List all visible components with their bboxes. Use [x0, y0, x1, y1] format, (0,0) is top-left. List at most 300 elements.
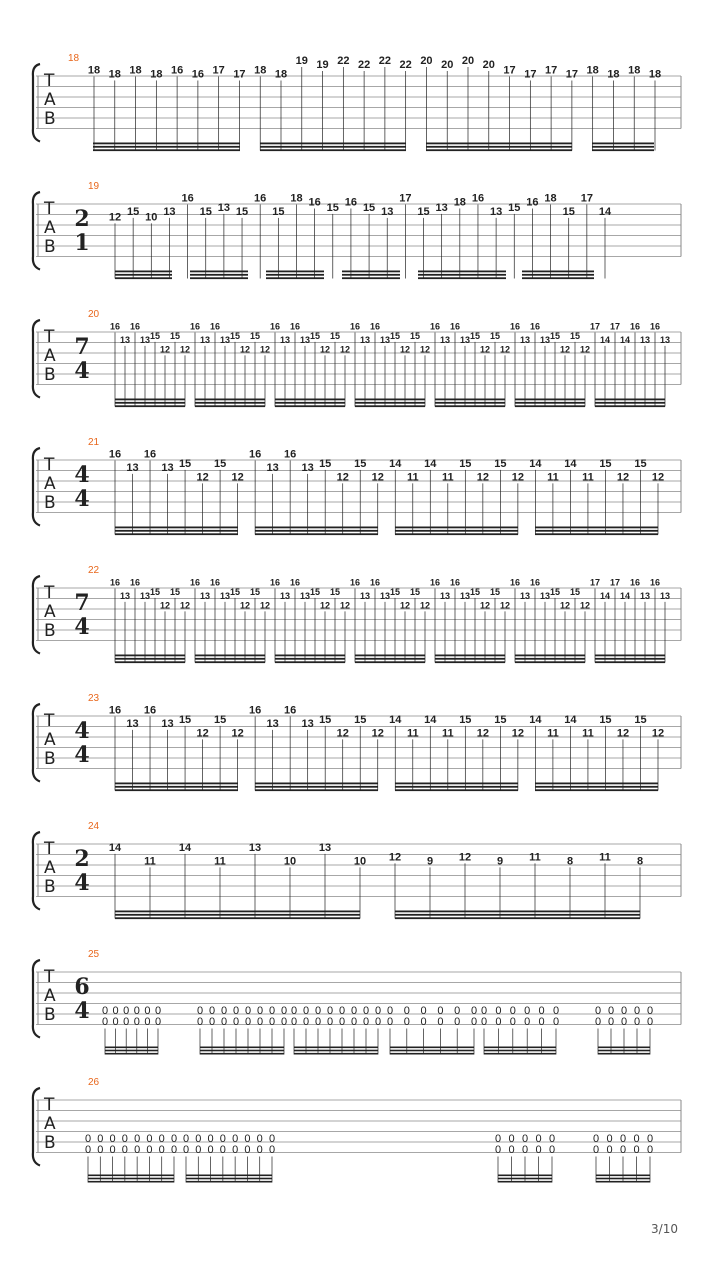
fret-number: 13	[659, 334, 671, 345]
fret-number: 0	[437, 1016, 444, 1028]
fret-number: 0	[508, 1144, 515, 1156]
fret-number: 0	[524, 1016, 531, 1028]
fret-number: 0	[133, 1016, 140, 1028]
fret-number: 11	[441, 727, 454, 740]
fret-number: 15	[235, 205, 249, 218]
tab-label: A	[44, 90, 56, 110]
beam	[88, 1178, 174, 1180]
fret-number: 13	[279, 334, 291, 345]
fret-number: 15	[319, 713, 332, 726]
fret-number: 0	[521, 1144, 529, 1156]
fret-number: 13	[266, 461, 279, 474]
fret-number: 15	[309, 586, 321, 597]
fret-number: 15	[569, 586, 581, 597]
fret-number: 17	[524, 68, 537, 81]
fret-number: 18	[586, 64, 599, 77]
fret-number: 17	[544, 64, 558, 77]
fret-number: 16	[529, 577, 541, 588]
fret-number: 13	[439, 334, 451, 345]
beam	[195, 661, 265, 663]
time-signature-top: 2	[74, 206, 90, 232]
fret-number: 18	[628, 64, 641, 77]
fret-number: 16	[308, 196, 321, 209]
fret-number: 11	[406, 727, 419, 740]
fret-number: 15	[549, 330, 561, 341]
fret-number: 15	[169, 586, 181, 597]
fret-number: 20	[461, 55, 475, 67]
tab-system-19	[33, 181, 681, 279]
fret-number: 11	[582, 727, 594, 740]
beam	[186, 1181, 272, 1183]
fret-number: 15	[489, 330, 501, 341]
beam	[200, 1050, 284, 1052]
measure-number: 26	[88, 1077, 100, 1088]
beam	[190, 271, 248, 273]
beam	[275, 399, 345, 401]
fret-number: 15	[149, 586, 161, 597]
fret-number: 13	[639, 334, 651, 345]
beam	[522, 271, 594, 273]
fret-number: 8	[566, 855, 574, 868]
fret-number: 13	[459, 334, 471, 345]
fret-number: 13	[301, 461, 314, 474]
fret-number: 16	[269, 577, 281, 588]
tab-label: A	[44, 218, 56, 238]
fret-number: 12	[579, 600, 591, 611]
beam	[115, 533, 238, 535]
fret-number: 16	[209, 321, 221, 332]
beam	[435, 661, 505, 663]
time-signature-top: 7	[74, 334, 90, 360]
fret-number: 19	[316, 59, 329, 71]
fret-number: 12	[616, 727, 630, 740]
fret-number: 13	[301, 717, 314, 730]
fret-number: 11	[547, 727, 559, 740]
fret-number: 16	[109, 321, 121, 332]
fret-number: 14	[598, 205, 612, 218]
tab-label: A	[44, 730, 56, 750]
time-signature-bottom: 4	[74, 998, 90, 1024]
beam	[190, 274, 248, 276]
fret-number: 16	[429, 577, 441, 588]
beam	[190, 277, 248, 279]
page-number: 3/10	[651, 1222, 678, 1236]
beam	[395, 911, 640, 913]
fret-number: 0	[302, 1005, 310, 1017]
fret-number: 18	[108, 68, 121, 81]
beam	[595, 661, 665, 663]
beam	[390, 1050, 474, 1052]
beam	[418, 277, 506, 279]
beam	[115, 789, 238, 791]
tab-label: B	[44, 365, 56, 385]
beam	[294, 1050, 378, 1052]
fret-number: 0	[592, 1144, 600, 1156]
fret-number: 14	[599, 334, 611, 345]
fret-number: 16	[529, 321, 541, 332]
fret-number: 0	[170, 1133, 178, 1145]
fret-number: 17	[503, 64, 516, 77]
fret-number: 16	[629, 321, 641, 332]
fret-number: 13	[161, 461, 174, 474]
tab-label: T	[44, 455, 55, 475]
fret-number: 0	[524, 1005, 531, 1017]
fret-number: 12	[231, 471, 244, 484]
fret-number: 17	[589, 577, 601, 588]
beam	[355, 655, 425, 657]
fret-number: 0	[84, 1144, 92, 1156]
beam	[395, 789, 518, 791]
beam	[266, 271, 324, 273]
beam	[535, 789, 658, 791]
fret-number: 13	[199, 334, 211, 345]
fret-number: 0	[350, 1016, 358, 1028]
fret-number: 13	[217, 201, 231, 214]
beam	[426, 146, 572, 148]
fret-number: 0	[386, 1016, 394, 1028]
fret-number: 12	[319, 600, 331, 611]
fret-number: 15	[178, 457, 192, 470]
beam	[395, 530, 518, 532]
fret-number: 12	[231, 727, 244, 740]
fret-number: 15	[549, 586, 561, 597]
fret-number: 0	[97, 1133, 104, 1145]
beam	[294, 1047, 378, 1049]
fret-number: 0	[508, 1133, 515, 1145]
fret-number: 9	[496, 855, 504, 868]
fret-number: 0	[403, 1016, 410, 1028]
fret-number: 0	[220, 1005, 228, 1017]
fret-number: 13	[299, 590, 311, 601]
time-signature-bottom: 4	[74, 614, 90, 640]
beam	[418, 274, 506, 276]
fret-number: 16	[349, 321, 361, 332]
beam	[115, 783, 238, 785]
fret-number: 12	[399, 600, 411, 611]
fret-number: 0	[112, 1016, 119, 1028]
fret-number: 16	[449, 577, 461, 588]
beam	[115, 530, 238, 532]
fret-number: 12	[419, 344, 431, 355]
fret-number: 13	[539, 590, 551, 601]
fret-number: 12	[159, 344, 171, 355]
fret-number: 15	[309, 330, 321, 341]
beam	[515, 661, 585, 663]
fret-number: 15	[354, 713, 367, 726]
time-signature-bottom: 4	[74, 870, 90, 896]
beam	[186, 1175, 272, 1177]
beam	[195, 402, 265, 404]
fret-number: 0	[196, 1005, 204, 1017]
beam	[535, 786, 658, 788]
fret-number: 11	[441, 471, 454, 484]
fret-number: 0	[548, 1144, 556, 1156]
time-signature-top: 4	[74, 462, 90, 488]
fret-number: 15	[249, 586, 261, 597]
fret-number: 16	[143, 704, 157, 717]
fret-number: 13	[126, 717, 139, 730]
fret-number: 0	[633, 1016, 641, 1028]
tab-label: B	[44, 1005, 56, 1025]
beam	[484, 1053, 556, 1055]
fret-number: 0	[607, 1005, 615, 1017]
fret-number: 0	[362, 1016, 370, 1028]
fret-number: 16	[284, 448, 297, 461]
fret-number: 0	[256, 1133, 263, 1145]
fret-number: 0	[219, 1133, 226, 1145]
fret-number: 16	[509, 321, 521, 332]
beam	[115, 655, 185, 657]
fret-number: 0	[134, 1144, 141, 1156]
beam	[255, 527, 378, 529]
fret-number: 17	[589, 321, 601, 332]
fret-number: 0	[350, 1005, 358, 1017]
fret-number: 17	[212, 64, 225, 77]
fret-number: 12	[476, 727, 489, 740]
fret-number: 13	[519, 590, 531, 601]
fret-number: 18	[87, 64, 101, 77]
tab-label: B	[44, 877, 56, 897]
beam	[275, 661, 345, 663]
fret-number: 13	[318, 841, 332, 854]
fret-number: 12	[476, 471, 489, 484]
fret-number: 0	[208, 1005, 216, 1017]
fret-number: 12	[239, 600, 251, 611]
fret-number: 15	[329, 330, 341, 341]
fret-number: 14	[564, 457, 577, 470]
fret-number: 15	[409, 586, 421, 597]
fret-number: 15	[127, 205, 140, 218]
beam	[426, 143, 572, 145]
fret-number: 0	[646, 1133, 654, 1145]
beam	[522, 274, 594, 276]
fret-number: 16	[189, 321, 201, 332]
fret-number: 0	[144, 1005, 151, 1017]
fret-number: 18	[544, 192, 557, 205]
fret-number: 12	[559, 600, 571, 611]
beam	[93, 149, 240, 151]
beam	[255, 533, 378, 535]
fret-number: 0	[219, 1144, 226, 1156]
beam	[395, 533, 518, 535]
fret-number: 18	[129, 64, 142, 77]
fret-number: 12	[499, 600, 511, 611]
fret-number: 16	[526, 196, 539, 209]
fret-number: 0	[280, 1005, 288, 1017]
fret-number: 0	[256, 1144, 263, 1156]
fret-number: 16	[629, 577, 641, 588]
beam	[342, 271, 400, 273]
fret-number: 0	[620, 1005, 628, 1017]
beam	[435, 658, 505, 660]
tab-label: T	[44, 327, 55, 347]
fret-number: 13	[299, 334, 311, 345]
fret-number: 20	[441, 59, 454, 71]
fret-number: 12	[399, 344, 411, 355]
fret-number: 16	[209, 577, 221, 588]
beam	[115, 271, 172, 273]
fret-number: 0	[619, 1133, 627, 1145]
beam	[115, 658, 185, 660]
fret-number: 0	[454, 1016, 461, 1028]
beam	[195, 658, 265, 660]
fret-number: 0	[158, 1144, 165, 1156]
fret-number: 0	[232, 1144, 239, 1156]
fret-number: 13	[359, 590, 371, 601]
fret-number: 16	[181, 192, 194, 205]
fret-number: 0	[244, 1016, 252, 1028]
fret-number: 0	[84, 1133, 92, 1145]
beam	[535, 783, 658, 785]
tab-label: A	[44, 986, 56, 1006]
fret-number: 0	[121, 1133, 128, 1145]
beam	[275, 402, 345, 404]
beam	[195, 399, 265, 401]
beam	[88, 1175, 174, 1177]
fret-number: 15	[459, 713, 472, 726]
fret-number: 15	[149, 330, 161, 341]
fret-number: 0	[154, 1016, 162, 1028]
fret-number: 13	[359, 334, 371, 345]
fret-number: 12	[371, 727, 384, 740]
fret-number: 0	[244, 1133, 251, 1145]
beam	[592, 149, 654, 151]
fret-number: 16	[249, 704, 262, 717]
fret-number: 17	[609, 321, 621, 332]
beam	[418, 271, 506, 273]
fret-number: 12	[239, 344, 251, 355]
fret-number: 0	[646, 1016, 654, 1028]
beam	[535, 527, 658, 529]
fret-number: 12	[159, 600, 171, 611]
fret-number: 9	[426, 855, 434, 868]
fret-number: 12	[651, 727, 665, 740]
beam	[435, 405, 505, 407]
tab-label: T	[44, 839, 55, 859]
tab-label: A	[44, 474, 56, 494]
fret-number: 13	[279, 590, 291, 601]
fret-number: 0	[633, 1144, 640, 1156]
fret-number: 11	[599, 851, 611, 864]
fret-number: 0	[548, 1133, 556, 1145]
fret-number: 12	[511, 471, 524, 484]
time-signature-bottom: 4	[74, 358, 90, 384]
beam	[260, 149, 406, 151]
fret-number: 16	[129, 577, 141, 588]
fret-number: 13	[161, 717, 174, 730]
beam	[105, 1050, 158, 1052]
fret-number: 19	[295, 55, 308, 67]
beam	[275, 658, 345, 660]
fret-number: 0	[182, 1133, 190, 1145]
fret-number: 0	[495, 1016, 502, 1028]
fret-number: 0	[268, 1133, 276, 1145]
beam	[515, 405, 585, 407]
fret-number: 0	[158, 1133, 165, 1145]
beam	[535, 530, 658, 532]
fret-number: 16	[109, 577, 121, 588]
time-signature-top: 4	[74, 718, 90, 744]
fret-number: 0	[123, 1005, 130, 1017]
fret-number: 0	[480, 1005, 488, 1017]
fret-number: 17	[399, 192, 412, 205]
fret-number: 15	[469, 586, 481, 597]
fret-number: 16	[249, 448, 262, 461]
tab-label: B	[44, 109, 56, 129]
fret-number: 0	[594, 1016, 602, 1028]
beam	[255, 789, 378, 791]
beam	[498, 1178, 552, 1180]
tab-label: T	[44, 199, 55, 219]
fret-number: 15	[272, 205, 285, 218]
fret-number: 0	[420, 1005, 427, 1017]
fret-number: 0	[302, 1016, 310, 1028]
beam	[598, 1050, 650, 1052]
fret-number: 0	[268, 1005, 276, 1017]
beam	[355, 658, 425, 660]
fret-number: 0	[268, 1144, 276, 1156]
fret-number: 0	[290, 1016, 298, 1028]
fret-number: 16	[449, 321, 461, 332]
fret-number: 0	[338, 1016, 346, 1028]
tab-system-20	[33, 309, 681, 407]
fret-number: 12	[336, 727, 349, 740]
fret-number: 0	[509, 1016, 516, 1028]
fret-number: 0	[182, 1144, 190, 1156]
fret-number: 14	[564, 713, 577, 726]
fret-number: 0	[280, 1016, 288, 1028]
fret-number: 12	[371, 471, 384, 484]
fret-number: 15	[362, 201, 376, 214]
beam	[435, 402, 505, 404]
fret-number: 14	[529, 713, 542, 726]
tab-label: A	[44, 602, 56, 622]
fret-number: 15	[489, 586, 501, 597]
beam	[498, 1175, 552, 1177]
fret-number: 0	[232, 1016, 240, 1028]
fret-number: 13	[379, 334, 391, 345]
time-signature-top: 6	[74, 974, 90, 1000]
tab-label: A	[44, 346, 56, 366]
beam	[186, 1178, 272, 1180]
fret-number: 0	[470, 1016, 478, 1028]
fret-number: 14	[529, 457, 542, 470]
beam	[498, 1181, 552, 1183]
beam	[595, 658, 665, 660]
fret-number: 0	[454, 1005, 461, 1017]
beam	[260, 143, 406, 145]
fret-number: 12	[196, 471, 209, 484]
fret-number: 12	[388, 851, 402, 864]
fret-number: 0	[535, 1144, 542, 1156]
beam	[426, 149, 572, 151]
fret-number: 13	[139, 334, 151, 345]
fret-number: 15	[229, 330, 241, 341]
beam	[200, 1047, 284, 1049]
fret-number: 13	[435, 201, 448, 214]
fret-number: 0	[170, 1144, 178, 1156]
beam	[93, 143, 240, 145]
tab-system-18	[33, 53, 681, 151]
beam	[105, 1053, 158, 1055]
measure-number: 23	[88, 693, 100, 704]
fret-number: 0	[606, 1133, 613, 1145]
fret-number: 0	[326, 1005, 334, 1017]
fret-number: 16	[108, 704, 122, 717]
beam	[255, 783, 378, 785]
fret-number: 0	[620, 1016, 628, 1028]
fret-number: 13	[519, 334, 531, 345]
